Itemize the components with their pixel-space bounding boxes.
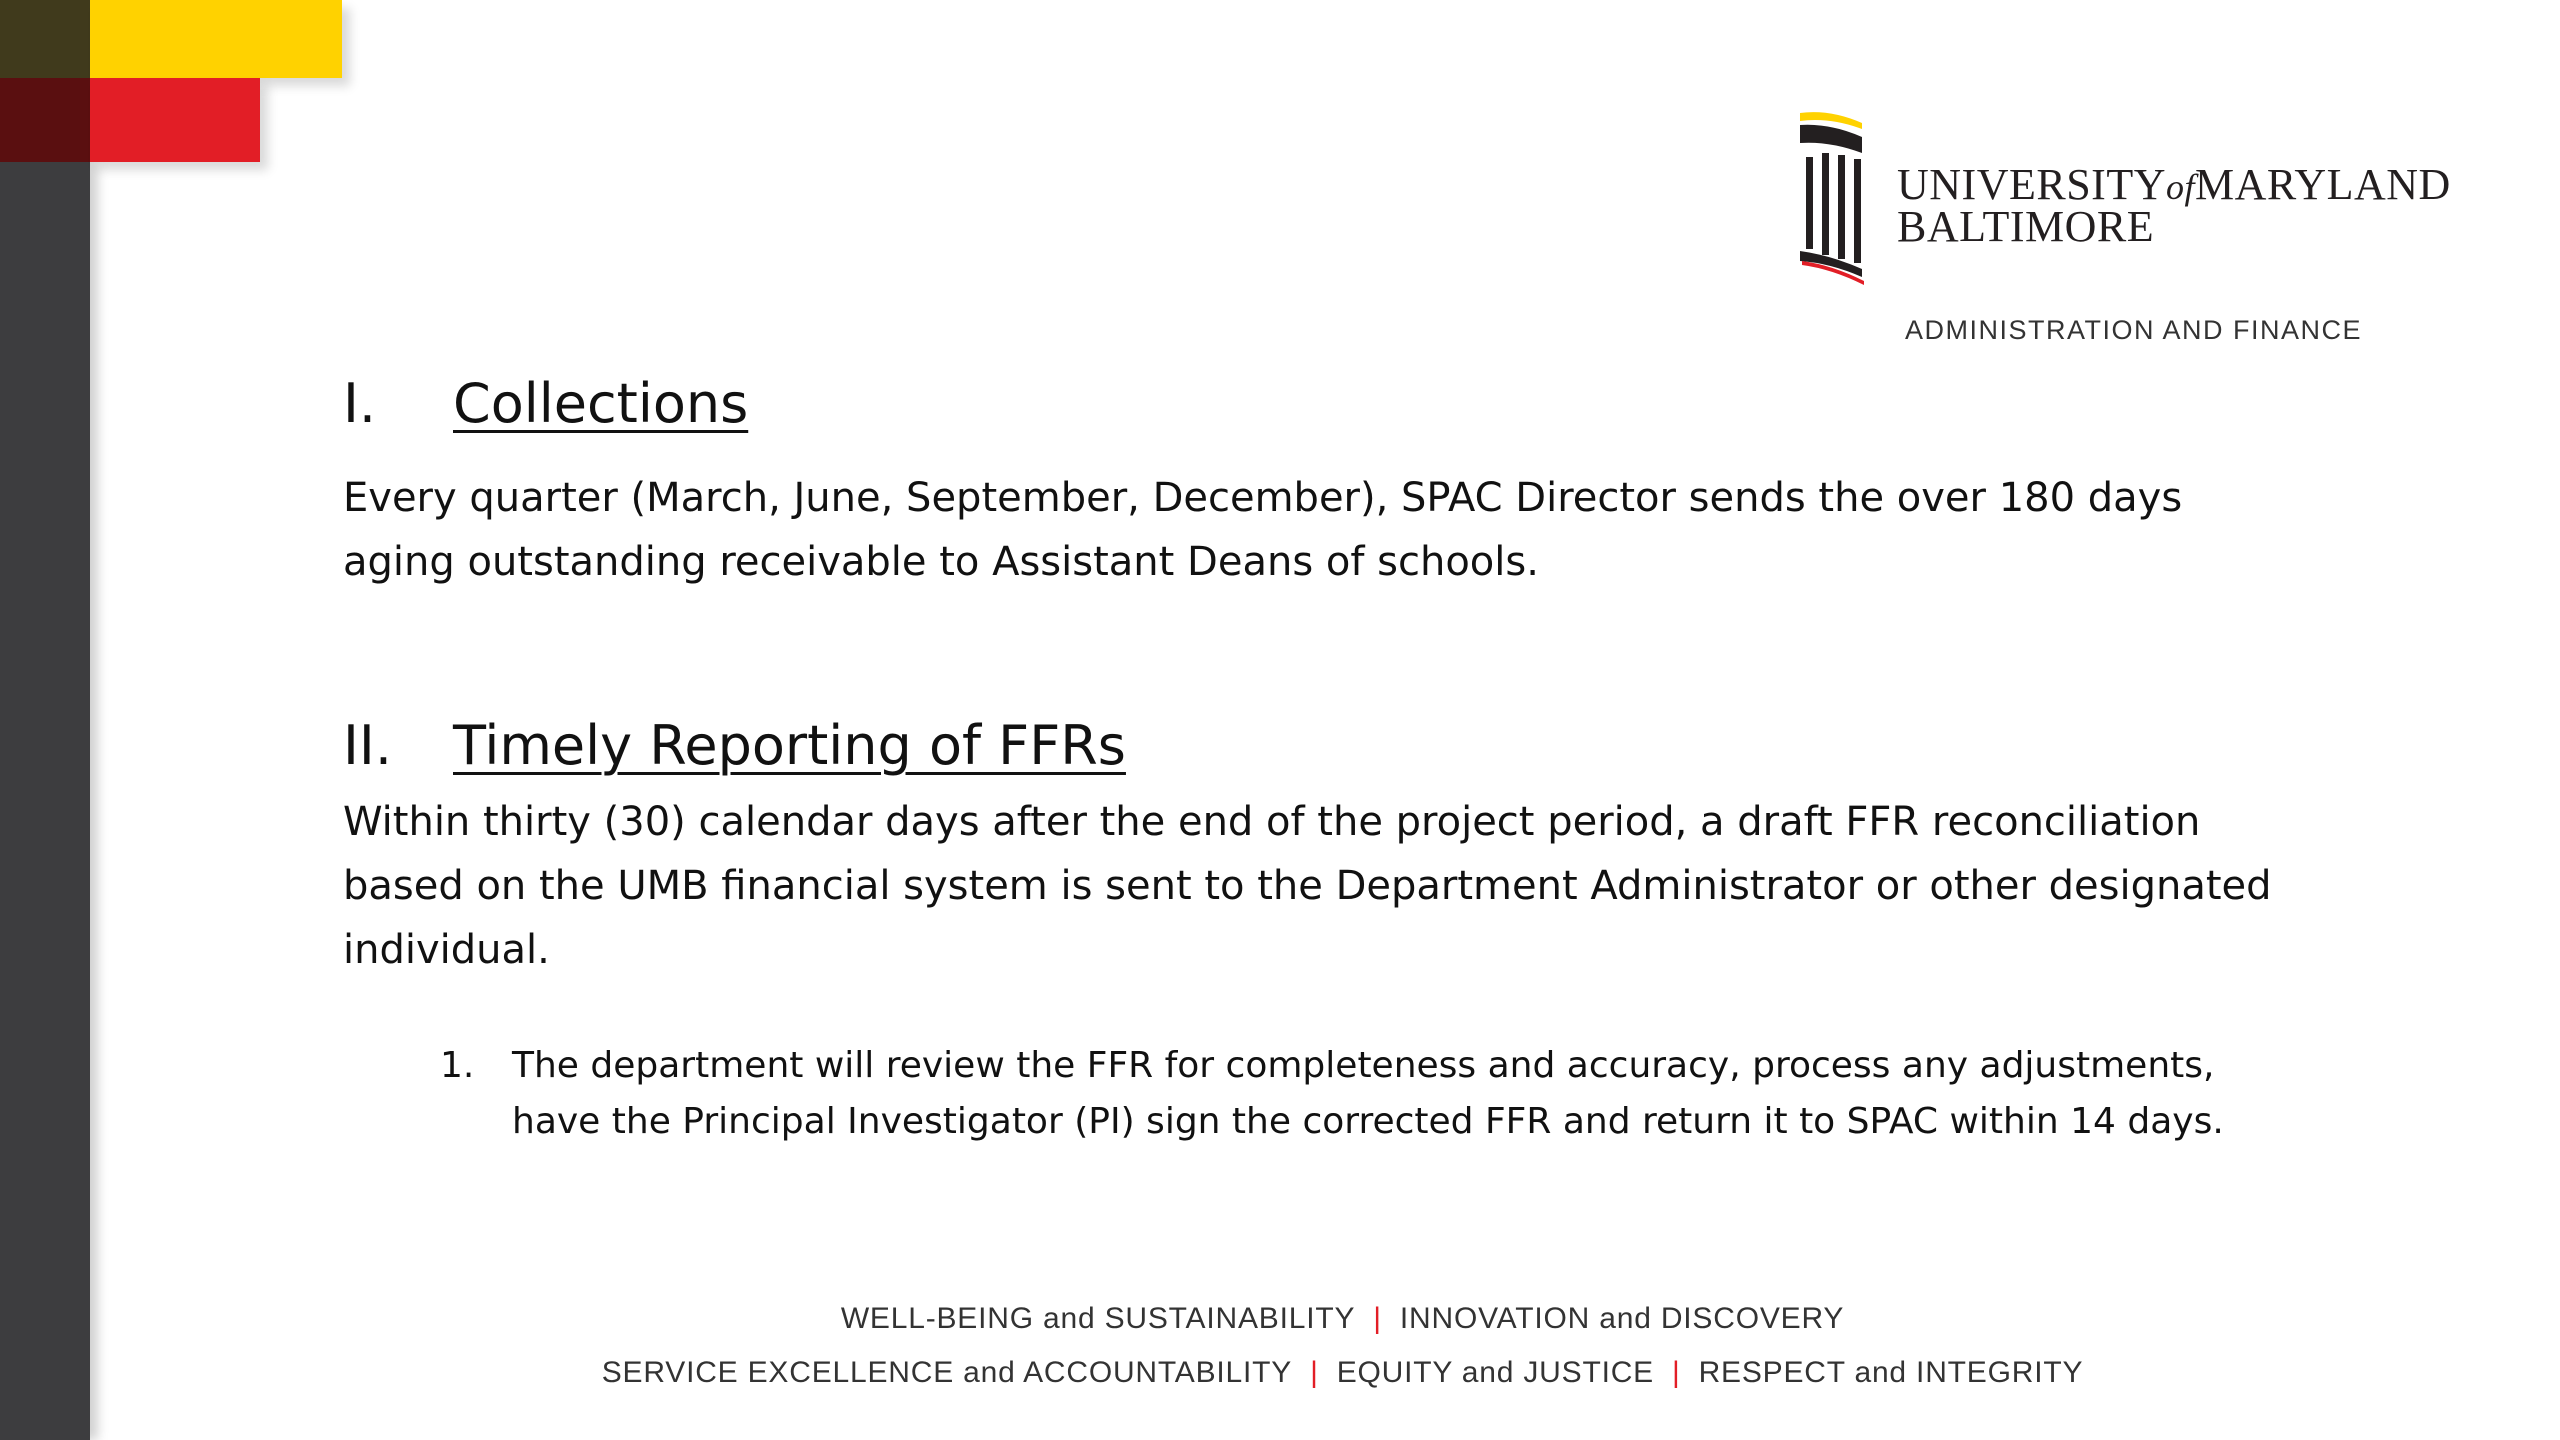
footer-value: SERVICE EXCELLENCE and ACCOUNTABILITY: [601, 1356, 1293, 1389]
university-dome-icon: [1800, 105, 1890, 285]
corner-block-red: [90, 78, 260, 162]
section-2-number: II.: [343, 714, 393, 777]
corner-block-olive: [0, 0, 90, 78]
footer-value: EQUITY and JUSTICE: [1336, 1356, 1654, 1389]
section-1-title: Collections: [453, 372, 749, 435]
footer-separator: |: [1373, 1302, 1382, 1335]
section-2-heading: [343, 714, 1126, 777]
footer-separator: |: [1671, 1356, 1681, 1389]
logo-subtitle: ADMINISTRATION AND FINANCE: [1905, 315, 2363, 345]
footer-separator: |: [1310, 1356, 1319, 1389]
logo-of: of: [2165, 167, 2195, 207]
list-item-text: The department will review the FFR for completeness and accuracy, process any adjustments, have the Principal Investigator (PI) sign the corrected FFR and return it to SPAC within 14 days.: [512, 1045, 2224, 1142]
footer-values-line-2: [0, 1356, 2560, 1390]
corner-block-yellow: [90, 0, 342, 78]
logo-university: UNIVERSITY: [1897, 160, 2166, 209]
section-2-title: Timely Reporting of FFRs: [453, 714, 1126, 777]
logo-maryland: MARYLAND: [2195, 160, 2451, 209]
umb-logo: [1800, 105, 2480, 355]
logo-baltimore: BALTIMORE: [1897, 202, 2155, 251]
logo-wordmark: [1897, 160, 2451, 251]
footer-value: WELL-BEING and SUSTAINABILITY: [840, 1302, 1356, 1335]
footer-values-line-1: [0, 1302, 2560, 1336]
list-item: [440, 1038, 2300, 1150]
left-accent-bar: [0, 0, 90, 1440]
section-2-list: [440, 1038, 2300, 1150]
footer-value: RESPECT and INTEGRITY: [1698, 1356, 2084, 1389]
list-item-number: 1.: [440, 1045, 475, 1086]
footer-value: INNOVATION and DISCOVERY: [1399, 1302, 1845, 1335]
section-2-body: Within thirty (30) calendar days after the end of the project period, a draft FFR reconciliation based on the UMB financial system is sent to the Department Administrator or other designated individual.: [343, 799, 2272, 973]
section-1-body: Every quarter (March, June, September, December), SPAC Director sends the over 180 days aging outstanding receivable to Assistant Deans of schools.: [343, 475, 2183, 585]
section-1-number: I.: [343, 372, 377, 435]
section-1-heading: [343, 372, 748, 435]
corner-block-dark-red: [0, 78, 90, 162]
